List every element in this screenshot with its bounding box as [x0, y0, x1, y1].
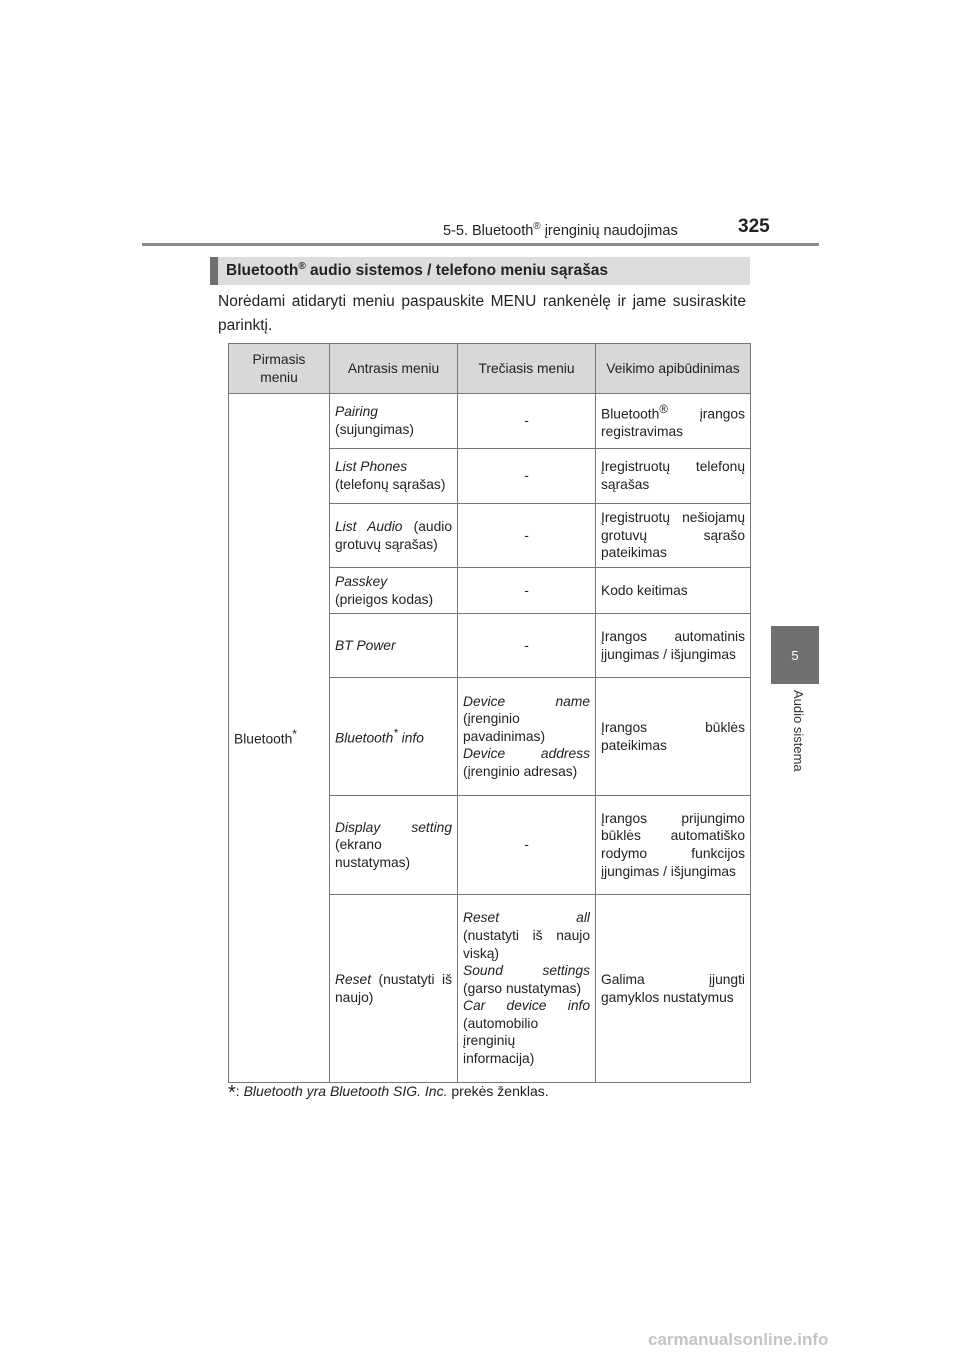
footnote-colon: :	[235, 1083, 244, 1099]
description-cell: Įrangos automatinis įjungimas / išjungimas	[596, 614, 751, 678]
section-heading	[443, 221, 678, 239]
registered-mark: ®	[659, 403, 668, 416]
section-heading-suffix: įrenginių naudojimas	[540, 222, 678, 239]
page-number: 325	[738, 216, 770, 237]
sub-option-translation: (automobilio įrenginių informacija)	[463, 1015, 539, 1067]
chapter-label: Audio sistema	[791, 690, 806, 772]
footnote-suffix: prekės ženklas.	[447, 1083, 549, 1099]
description-cell	[596, 394, 751, 449]
registered-mark: ®	[298, 261, 306, 273]
sub-option-name: Reset all	[463, 910, 590, 926]
second-menu-cell	[330, 796, 458, 895]
second-menu-cell	[330, 449, 458, 504]
menu-table	[228, 343, 751, 1083]
footnote-asterisk: *	[228, 1082, 236, 1104]
description-line	[601, 402, 745, 441]
description-cell: Galima įjungti gamyklos nustatymus	[596, 895, 751, 1083]
second-menu-cell	[330, 678, 458, 796]
menu-option-name: BT Power	[335, 637, 396, 653]
menu-option-name-suffix: info	[397, 730, 424, 746]
section-title-box	[210, 257, 750, 285]
menu-option-translation: (sujungimas)	[335, 422, 414, 437]
sub-option-translation: (nustatyti iš naujo viską)	[463, 927, 590, 961]
section-title	[226, 261, 608, 280]
menu-option-name: Bluetooth	[335, 730, 394, 746]
watermark: carmanualsonline.info	[648, 1330, 829, 1349]
table-header-row	[229, 344, 751, 394]
sub-option-name: Sound settings	[463, 963, 590, 979]
menu-option-name: Display setting	[335, 819, 452, 835]
sub-option-translation: (įrenginio adresas)	[463, 763, 578, 779]
description-cell: Kodo keitimas	[596, 568, 751, 614]
header-divider	[142, 243, 819, 246]
section-title-bar	[210, 257, 218, 285]
second-menu-cell	[330, 895, 458, 1083]
third-menu-cell: -	[458, 504, 596, 568]
description-cell: Įrangos būklės pateikimas	[596, 678, 751, 796]
column-header: Antrasis meniu	[330, 344, 458, 394]
section-title-prefix: Bluetooth	[226, 262, 299, 280]
menu-option-translation: (telefonų sąrašas)	[335, 477, 446, 492]
third-menu-cell: -	[458, 449, 596, 504]
first-menu-cell	[229, 394, 330, 1083]
description-suffix: įrangos registravimas	[601, 406, 745, 439]
menu-option-translation: (prieigos kodas)	[335, 591, 434, 607]
chapter-tab: 5	[771, 626, 819, 684]
menu-option-translation: (audio grotuvų sąrašas)	[335, 518, 452, 552]
second-menu-cell	[330, 614, 458, 678]
third-menu-cell: -	[458, 394, 596, 449]
registered-mark: ®	[533, 221, 541, 232]
section-title-suffix: audio sistemos / telefono meniu sąrašas	[305, 262, 609, 280]
sub-option-translation: (įrenginio pavadinimas)	[463, 711, 546, 744]
sub-option-name: Car device info	[463, 998, 590, 1014]
third-menu-cell: -	[458, 614, 596, 678]
second-menu-cell	[330, 568, 458, 614]
menu-option-name: List Phones	[335, 459, 408, 475]
third-menu-cell	[458, 678, 596, 796]
menu-option-name: Pairing	[335, 404, 378, 420]
menu-option-translation: (nustatyti iš naujo)	[335, 971, 452, 1005]
footnote-trademark: Bluetooth yra Bluetooth SIG. Inc.	[243, 1083, 448, 1099]
table-row	[229, 394, 751, 449]
section-heading-prefix: 5-5. Bluetooth	[443, 222, 534, 239]
column-header: Veikimo apibūdinimas	[596, 344, 751, 394]
asterisk: *	[292, 729, 297, 742]
sub-option-name: Device name	[463, 693, 590, 709]
footnote	[228, 1082, 549, 1105]
menu-option-translation: (ekrano nustatymas)	[335, 837, 411, 870]
second-menu-cell	[330, 394, 458, 449]
intro-paragraph: Norėdami atidaryti meniu paspauskite MENU rankenėlę ir jame susiraskite parinktį.	[218, 293, 746, 334]
third-menu-cell: -	[458, 796, 596, 895]
description-prefix: Bluetooth	[601, 406, 660, 422]
column-header: Pirmasis meniu	[229, 344, 330, 394]
menu-option-name: Reset	[335, 971, 372, 987]
description-cell: Įrangos prijungimo būklės automatiško rodymo funkcijos įjungimas / išjungimas	[596, 796, 751, 895]
second-menu-cell	[330, 504, 458, 568]
menu-option-name: List Audio	[335, 518, 403, 534]
sub-option-translation: (garso nustatymas)	[463, 980, 582, 996]
description-cell: Įregistruotų telefonų sąrašas	[596, 449, 751, 504]
third-menu-cell	[458, 895, 596, 1083]
sub-option-name: Device address	[463, 746, 590, 762]
third-menu-cell: -	[458, 568, 596, 614]
menu-option-name: Passkey	[335, 573, 388, 589]
asterisk: *	[393, 727, 398, 740]
column-header: Trečiasis meniu	[458, 344, 596, 394]
first-menu-label: Bluetooth	[234, 732, 293, 747]
description-cell: Įregistruotų nešiojamų grotuvų sąrašo pateikimas	[596, 504, 751, 568]
